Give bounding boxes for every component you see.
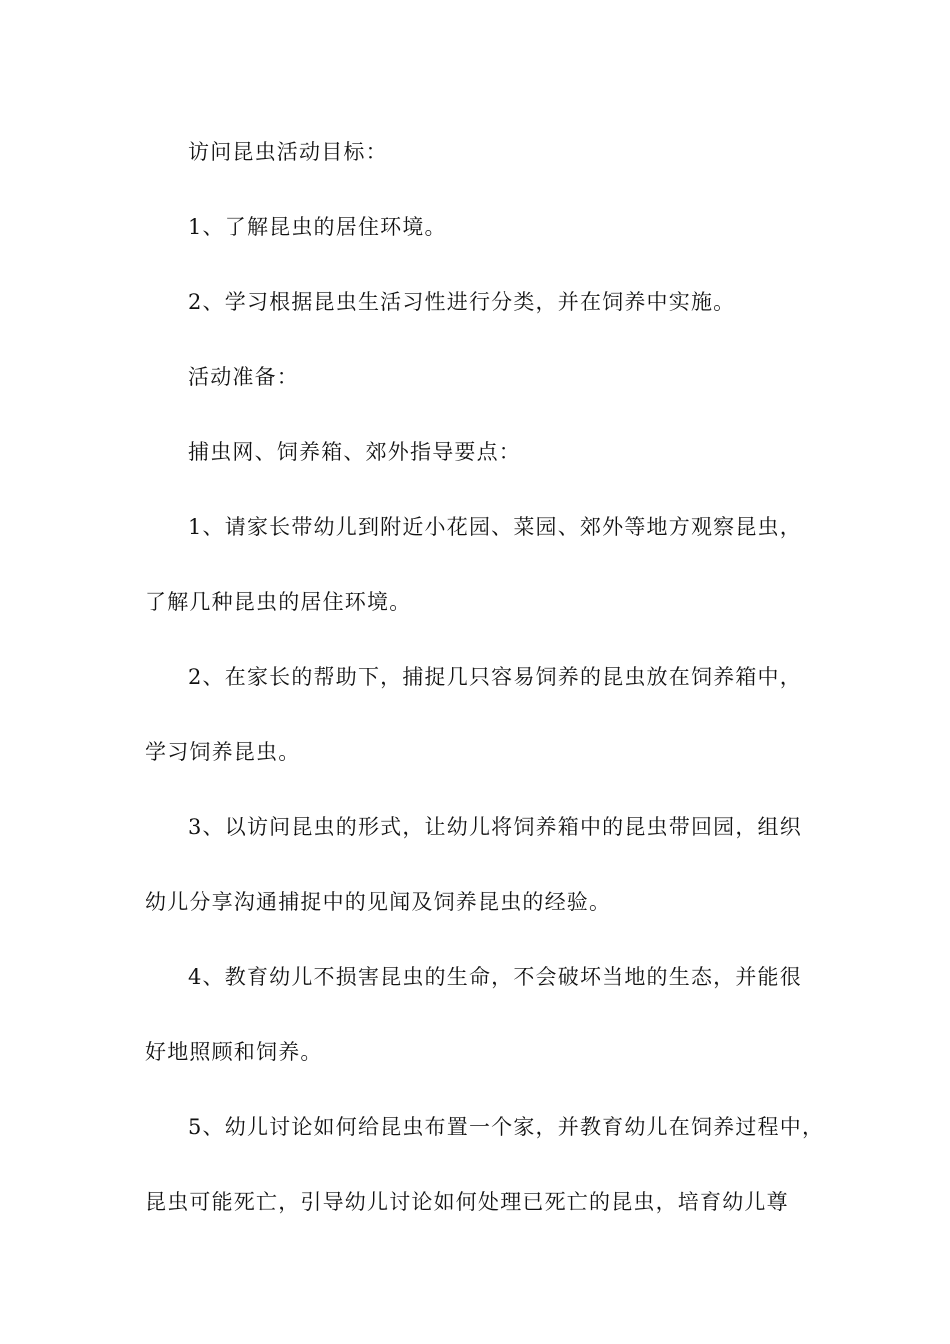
point-4-line-1: 4、教育幼儿不损害昆虫的生命，不会破坏当地的生态，并能很 (188, 965, 802, 989)
point-3-line-2: 幼儿分享沟通捕捉中的见闻及饲养昆虫的经验。 (145, 890, 612, 914)
point-2-line-2: 学习饲养昆虫。 (145, 740, 301, 764)
point-3-line-1: 3、以访问昆虫的形式，让幼儿将饲养箱中的昆虫带回园，组织 (188, 815, 802, 839)
point-1-line-2: 了解几种昆虫的居住环境。 (145, 590, 412, 614)
point-5-line-1: 5、幼儿讨论如何给昆虫布置一个家，并教育幼儿在饲养过程中， (188, 1115, 825, 1139)
heading-activity-preparation: 活动准备： (188, 365, 299, 389)
heading-activity-goals: 访问昆虫活动目标： (188, 140, 388, 164)
point-4-line-2: 好地照顾和饲养。 (145, 1040, 323, 1064)
point-1-line-1: 1、请家长带幼儿到附近小花园、菜园、郊外等地方观察昆虫， (188, 515, 802, 539)
point-5-line-2: 昆虫可能死亡，引导幼儿讨论如何处理已死亡的昆虫，培育幼儿尊 (145, 1190, 789, 1214)
goal-item-1: 1、了解昆虫的居住环境。 (188, 215, 447, 239)
goal-item-2: 2、学习根据昆虫生活习性进行分类，并在饲养中实施。 (188, 290, 736, 314)
point-2-line-1: 2、在家长的帮助下，捕捉几只容易饲养的昆虫放在饲养箱中， (188, 665, 802, 689)
preparation-text: 捕虫网、饲养箱、郊外指导要点： (188, 440, 521, 464)
